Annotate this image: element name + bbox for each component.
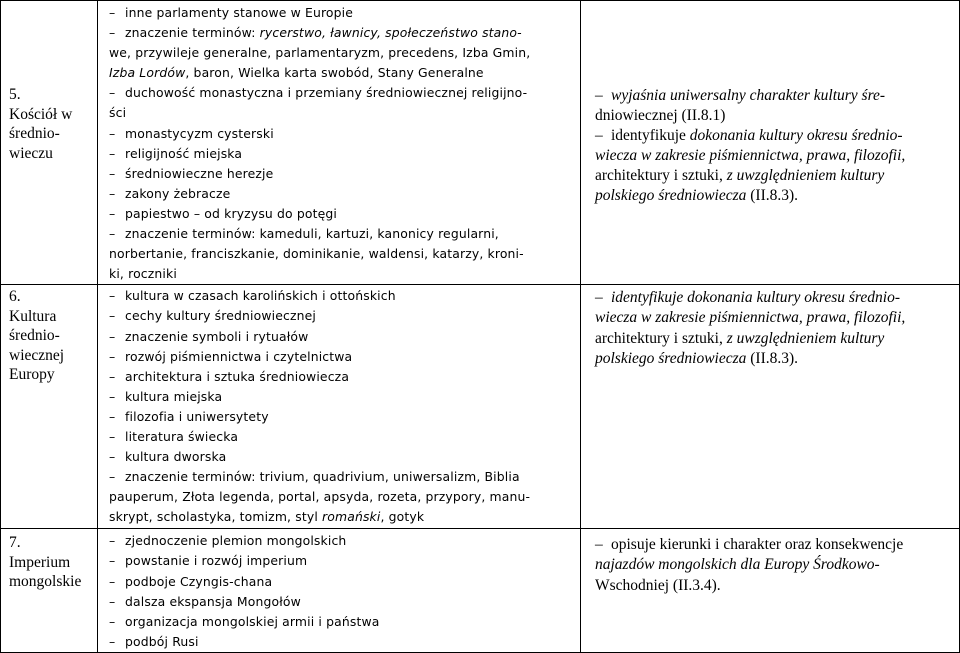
achievement-text: wyjaśnia uniwersalny charakter kultury śre- (611, 87, 886, 104)
dash-bullet: – (595, 87, 603, 104)
list-item-text: zjednoczenie plemion mongolskich (125, 533, 347, 549)
topic-title-line: mongolskie (9, 573, 82, 591)
list-item-text: znaczenie terminów: trivium, quadrivium, uniwersalizm, Biblia (125, 469, 520, 485)
dash-bullet: – (109, 165, 116, 181)
achievement-item (595, 288, 953, 308)
dash-bullet: – (109, 553, 116, 569)
dash-bullet: – (109, 288, 116, 304)
achievements-cell (581, 285, 960, 529)
list-item (109, 184, 576, 204)
achievement-text: z uwzględnieniem kultury (726, 329, 885, 347)
list-item-text: skrypt, scholastyka, tomizm, styl (109, 509, 322, 525)
achievement-item (595, 126, 953, 146)
list-item (109, 3, 576, 23)
dash-bullet: – (109, 145, 116, 161)
topic-title-line: Imperium (9, 553, 71, 571)
content-cell (98, 1, 581, 285)
list-item-text: , gotyk (380, 509, 425, 525)
dash-bullet: – (109, 613, 116, 629)
achievement-item (595, 535, 953, 555)
achievement-continuation (595, 166, 953, 186)
list-item (109, 367, 576, 387)
table-row (1, 529, 960, 653)
list-item (109, 467, 576, 487)
list-item-text: powstanie i rozwój imperium (125, 553, 308, 569)
list-item-text: organizacja mongolskiej armii i państwa (125, 613, 380, 629)
dash-bullet: – (595, 127, 603, 145)
achievement-continuation: dniowiecznej (II.8.1) (595, 107, 726, 125)
list-item (109, 551, 576, 571)
list-item-text: monastycyzm cysterski (125, 125, 274, 141)
list-item (109, 23, 576, 43)
list-item-text: religijność miejska (125, 145, 243, 161)
topic-title-line: Kultura (9, 307, 57, 325)
list-item (109, 144, 576, 164)
list-item-text: znaczenie symboli i rytuałów (125, 328, 309, 344)
achievement-continuation: najazdów mongolskich dla Europy Środkowo- (595, 556, 880, 574)
achievement-continuation: Wschodniej (II.3.4). (595, 576, 721, 594)
dash-bullet: – (595, 289, 603, 307)
achievement-text: architektury i sztuki, (595, 167, 727, 185)
list-item-continuation: ki, roczniki (109, 266, 177, 282)
list-item-text: podbój Rusi (125, 633, 199, 649)
achievement-continuation (595, 349, 953, 369)
list-item (109, 347, 576, 367)
list-item-continuation: we, przywileje generalne, parlamentaryzm, precedens, Izba Gmin, (109, 45, 531, 61)
dash-bullet: – (109, 226, 116, 242)
list-item (109, 612, 576, 632)
topic-number: 5. (9, 86, 21, 103)
table-row (1, 1, 960, 285)
dash-bullet: – (109, 408, 116, 424)
topic-title-line: wieczu (9, 144, 53, 162)
list-item (109, 632, 576, 652)
list-item-text: papiestwo – od kryzysu do potęgi (125, 205, 337, 221)
topic-title-line: średnio- (9, 327, 60, 345)
achievement-text: (II.8.3). (746, 349, 799, 367)
achievement-text: polskiego średniowiecza (595, 187, 747, 205)
achievement-text: opisuje kierunki i charakter oraz konsekwencje (611, 536, 904, 554)
list-item (109, 427, 576, 447)
dash-bullet: – (595, 536, 603, 554)
list-item-text: kultura w czasach karolińskich i ottońskich (125, 288, 396, 304)
topic-number: 7. (9, 534, 21, 552)
list-item (109, 204, 576, 224)
table-row (1, 285, 960, 529)
dash-bullet: – (109, 368, 116, 384)
dash-bullet: – (109, 348, 116, 364)
dash-bullet: – (109, 573, 116, 589)
topic-title-line: wiecznej (9, 346, 65, 364)
list-item (109, 224, 576, 244)
achievement-text: (II.8.3). (746, 187, 799, 205)
dash-bullet: – (109, 328, 116, 344)
topic-cell (1, 529, 98, 653)
dash-bullet: – (109, 593, 116, 609)
list-item-text: kultura dworska (125, 449, 227, 465)
dash-bullet: – (109, 308, 116, 324)
achievement-text: z uwzględnieniem kultury (726, 167, 885, 185)
dash-bullet: – (109, 205, 116, 221)
dash-bullet: – (109, 125, 116, 141)
list-item-text: średniowieczne herezje (125, 165, 274, 181)
list-item-text: filozofia i uniwersytety (125, 408, 269, 424)
content-cell (98, 285, 581, 529)
list-item-text: literatura świecka (125, 428, 239, 444)
list-item-text: , baron, Wielka karta swobód, Stany Generalne (185, 65, 484, 81)
list-item-text: romański (322, 509, 381, 525)
list-item-text: cechy kultury średniowiecznej (125, 308, 316, 324)
achievement-continuation: wiecza w zakresie piśmiennictwa, prawa, filozofii, (595, 309, 906, 327)
achievement-text: dokonania kultury okresu średnio- (689, 127, 903, 145)
list-item-text: dalsza ekspansja Mongołów (125, 593, 301, 609)
list-item-text: rycerstwo, ławnicy, społeczeństwo stano- (259, 25, 522, 41)
achievement-item (595, 86, 953, 106)
list-item-continuation: ści (109, 105, 127, 121)
topic-title-line: Europy (9, 366, 55, 384)
list-item (109, 286, 576, 306)
list-item-text: duchowość monastyczna i przemiany średniowiecznej religijno- (125, 85, 528, 101)
dash-bullet: – (109, 469, 116, 485)
dash-bullet: – (109, 388, 116, 404)
list-item-text: kultura miejska (125, 388, 223, 404)
list-item-text: zakony żebracze (125, 185, 231, 201)
list-item (109, 572, 576, 592)
dash-bullet: – (109, 185, 116, 201)
list-item-continuation (109, 507, 576, 527)
list-item (109, 164, 576, 184)
list-item (109, 531, 576, 551)
content-cell (98, 529, 581, 653)
list-item (109, 306, 576, 326)
topic-cell (1, 285, 98, 529)
list-item-text: architektura i sztuka średniowiecza (125, 368, 350, 384)
list-item (109, 407, 576, 427)
list-item (109, 124, 576, 144)
list-item (109, 387, 576, 407)
list-item-continuation: pauperum, Złota legenda, portal, apsyda, rozeta, przypory, manu- (109, 489, 531, 505)
list-item (109, 327, 576, 347)
dash-bullet: – (109, 85, 116, 101)
list-item-continuation (109, 63, 576, 83)
list-item (109, 447, 576, 467)
list-item-continuation: norbertanie, franciszkanie, dominikanie, waldensi, katarzy, kroni- (109, 246, 524, 262)
list-item-text: inne parlamenty stanowe w Europie (125, 5, 354, 20)
list-item-text: znaczenie terminów: kameduli, kartuzi, kanonicy regularni, (125, 226, 499, 242)
topic-cell (1, 1, 98, 285)
list-item (109, 83, 576, 103)
dash-bullet: – (109, 633, 116, 649)
achievements-cell (581, 1, 960, 285)
topic-title-line: średnio- (9, 125, 60, 142)
list-item (109, 592, 576, 612)
list-item-text: Izba Lordów (109, 65, 186, 81)
achievement-continuation (595, 186, 953, 206)
topic-number: 6. (9, 288, 21, 306)
achievement-text: architektury i sztuki, (595, 329, 727, 347)
dash-bullet: – (109, 25, 116, 41)
list-item-text: rozwój piśmiennictwa i czytelnictwa (125, 348, 353, 364)
dash-bullet: – (109, 449, 116, 465)
achievement-text: identyfikuje (611, 127, 690, 145)
achievement-continuation: wiecza w zakresie piśmiennictwa, prawa, filozofii, (595, 147, 906, 165)
topic-title-line: Kościół w (9, 105, 73, 123)
dash-bullet: – (109, 533, 116, 549)
dash-bullet: – (109, 5, 116, 20)
achievement-continuation (595, 329, 953, 349)
list-item-text: znaczenie terminów: (125, 25, 260, 41)
dash-bullet: – (109, 428, 116, 444)
achievement-text: polskiego średniowiecza (595, 349, 747, 367)
list-item-text: podboje Czyngis-chana (125, 573, 273, 589)
achievements-cell (581, 529, 960, 653)
achievement-text: identyfikuje dokonania kultury okresu średnio- (611, 289, 900, 307)
